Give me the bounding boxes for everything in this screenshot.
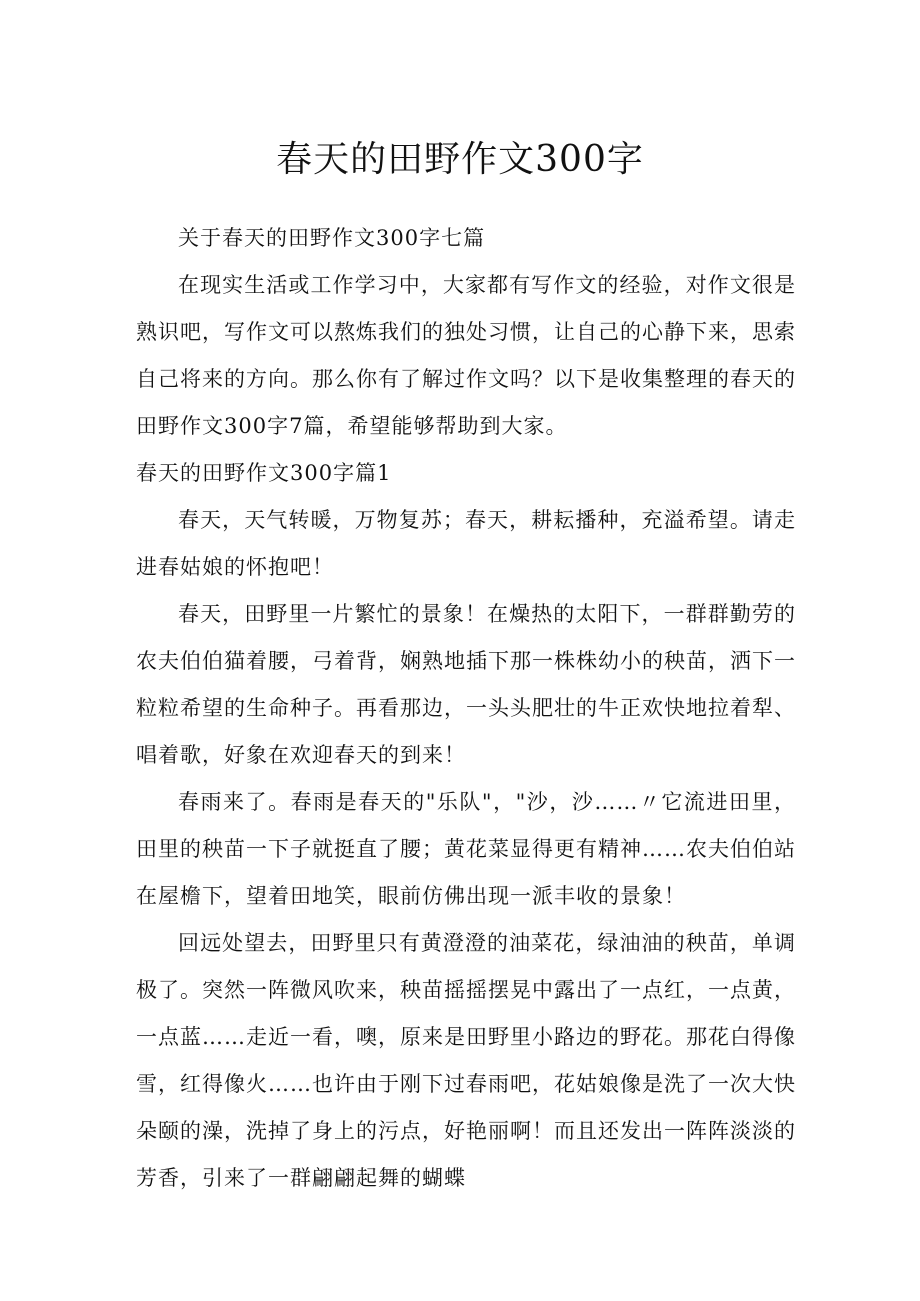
body-paragraph-1: 春天，天气转暖，万物复苏；春天，耕耘播种，充溢希望。请走进春姑娘的怀抱吧！ (136, 508, 796, 579)
section-title: 春天的田野作文300字篇1 (136, 461, 392, 485)
body-paragraph-4: 回远处望去，田野里只有黄澄澄的油菜花，绿油油的秧苗，单调极了。突然一阵微风吹来，秧苗摇摇摆晃中露出了一点红，一点黄，一点蓝……走近一看，噢，原来是田野里小路边的野花。那花白得像雪，红得像火……也许由于刚下过春雨吧，花姑娘像是洗了一次大快朵颐的澡，洗掉了身上的污点，好艳丽啊！而且还发出一阵阵淡淡的芳香，引来了一群翩翩起舞的蝴蝶 (136, 931, 796, 1190)
intro-heading: 关于春天的田野作文300字七篇 (178, 226, 486, 250)
document-body (136, 215, 796, 1202)
body-paragraph-3: 春雨来了。春雨是春天的"乐队"，"沙，沙……〃它流进田里，田里的秧苗一下子就挺直了腰；黄花菜显得更有精神……农夫伯伯站在屋檐下，望着田地笑，眼前仿佛出现一派丰收的景象！ (136, 790, 796, 908)
intro-paragraph: 在现实生活或工作学习中，大家都有写作文的经验，对作文很是熟识吧，写作文可以熬炼我们的独处习惯，让自己的心静下来，思索自己将来的方向。那么你有了解过作文吗？以下是收集整理的春天的田野作文300字7篇，希望能够帮助到大家。 (136, 273, 796, 438)
body-paragraph-2: 春天，田野里一片繁忙的景象！在燥热的太阳下，一群群勤劳的农夫伯伯猫着腰，弓着背，娴熟地插下那一株株幼小的秧苗，洒下一粒粒希望的生命种子。再看那边，一头头肥壮的牛正欢快地拉着犁、唱着歌，好象在欢迎春天的到来！ (136, 602, 796, 767)
document-title: 春天的田野作文300字 (276, 139, 644, 180)
